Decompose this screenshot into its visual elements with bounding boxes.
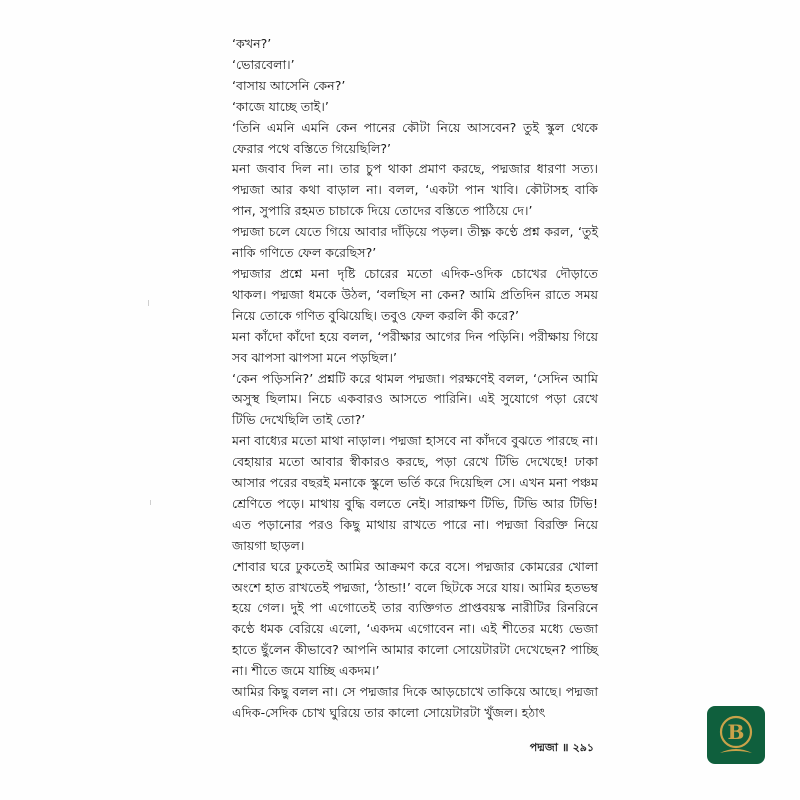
paragraph: পদ্মজা চলে যেতে গিয়ে আবার দাঁড়িয়ে পড়ল। তীক্ষ্ণ কণ্ঠে প্রশ্ন করল, ‘তুই নাকি গণিতে ফেল করেছিস?’ <box>232 224 598 261</box>
svg-text:B: B <box>727 720 745 744</box>
page-footer <box>530 739 594 758</box>
page-number: ২৯১ <box>572 741 594 754</box>
paragraph: শোবার ঘরে ঢুকতেই আমির আক্রমণ করে বসে। পদ্মজার কোমরের খোলা অংশে হাত রাখতেই পদ্মজা, ‘ঠান্ডা!’ বলে ছিটকে সরে যায়। আমির হতভম্ব হয়ে গেল। দুই পা এগোতেই তার ব্যক্তিগত প্রাপ্তবয়স্ক নারীটির রিনরিনে কণ্ঠে ধমক বেরিয়ে এলো, ‘একদম এগোবেন না। এই শীতের মধ্যে ভেজা হাতে ছুঁলেন কীভাবে? আপনি আমার কালো সোয়েটারটা দেখেছেন? পাচ্ছি না। শীতে জমে যাচ্ছি একদম।’ <box>232 558 598 679</box>
paragraph: মনা জবাব দিল না। তার চুপ থাকা প্রমাণ করছে, পদ্মজার ধারণা সত্য। পদ্মজা আর কথা বাড়াল না। বলল, ‘একটা পান খাবি। কৌটাসহ বাকি পান, সুপারি রহমত চাচাকে দিয়ে তোদের বস্তিতে পাঠিয়ে দে।’ <box>232 161 598 219</box>
paragraph: মনা বাধ্যের মতো মাথা নাড়াল। পদ্মজা হাসবে না কাঁদবে বুঝতে পারছে না। বেহায়ার মতো আবার স্বীকারও করছে, পড়া রেখে টিভি দেখেছে! ঢাকা আসার পরের বছরই মনাকে স্কুলে ভর্তি করে দিয়েছিল সে। এখন মনা পঞ্চম শ্রেণিতে পড়ে। মাথায় বুদ্ধি বলতে নেই। সারাক্ষণ টিভি, টিভি আর টিভি! এত পড়ানোর পরও কিছু মাথায় রাখতে পারে না। পদ্মজা বিরক্তি নিয়ে জায়গা ছাড়ল। <box>232 433 598 553</box>
paragraph: ‘ভোরবেলা।’ <box>232 56 295 72</box>
footer-book-title: পদ্মজা <box>529 741 558 754</box>
paragraph: ‘কখন?’ <box>232 36 272 51</box>
scan-speck <box>150 500 151 505</box>
footer-separator: ॥ <box>561 741 569 754</box>
scan-speck <box>148 300 149 306</box>
paragraph: ‘বাসায় আসেনি কেন?’ <box>232 77 346 93</box>
body-text <box>232 34 598 724</box>
paragraph: ‘তিনি এমনি এমনি কেন পানের কৌটা নিয়ে আসবেন? তুই স্কুল থেকে ফেরার পথে বস্তিতে গিয়েছিলি?’ <box>232 119 598 156</box>
paragraph: আমির কিছু বলল না। সে পদ্মজার দিকে আড়চোখে তাকিয়ে আছে। পদ্মজা এদিক-সেদিক চোখ ঘুরিয়ে তার কালো সোয়েটারটা খুঁজল। হঠাৎ <box>232 684 598 720</box>
publisher-logo-icon <box>707 706 765 764</box>
paragraph: পদ্মজার প্রশ্নে মনা দৃষ্টি চোরের মতো এদিক-ওদিক চোখের দৌড়াতে থাকল। পদ্মজা ধমকে উঠল, ‘বলছিস না কেন? আমি প্রতিদিন রাতে সময় নিয়ে তোকে গণিত বুঝিয়েছি। তবুও ফেল করলি কী করে?’ <box>232 265 598 323</box>
paragraph: মনা কাঁদো কাঁদো হয়ে বলল, ‘পরীক্ষার আগের দিন পড়িনি। পরীক্ষায় গিয়ে সব ঝাপসা ঝাপসা মনে পড়ছিল।’ <box>232 328 598 365</box>
paragraph: ‘কেন পড়িসনি?’ প্রশ্নটি করে থামল পদ্মজা। পরক্ষণেই বলল, ‘সেদিন আমি অসুস্থ ছিলাম। নিচে একবারও আসতে পারিনি। এই সুযোগে পড়া রেখে টিভি দেখেছিলি তাই তো?’ <box>232 370 598 428</box>
paragraph: ‘কাজে যাচ্ছে তাই।’ <box>232 98 329 114</box>
